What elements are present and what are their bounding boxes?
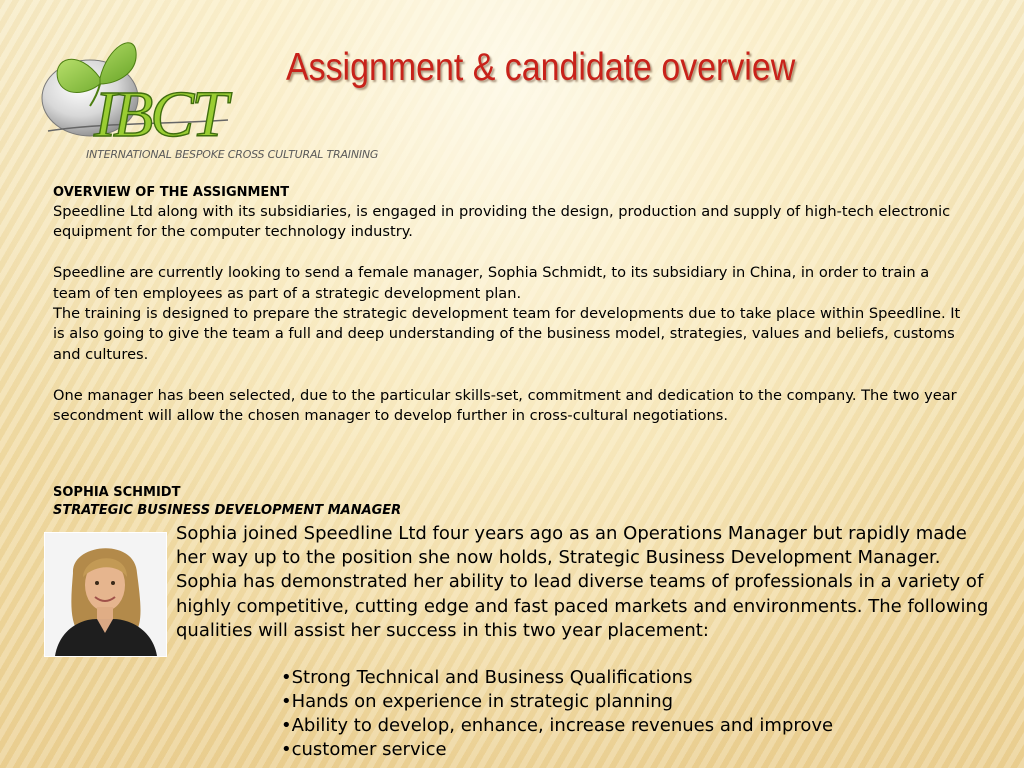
logo-graphic <box>38 28 248 146</box>
overview-heading: OVERVIEW OF THE ASSIGNMENT <box>53 185 290 200</box>
candidate-bio: Sophia joined Speedline Ltd four years ago as an Operations Manager but rapidly made her way up to the position she now holds, Strategic Business Development Manager. Sophia has demonstrated her ability to lead diverse teams of professionals in a variety of highly competitive, cutting edge and fast paced markets and environments. The following qualities will assist her success in this two year placement: <box>176 523 989 641</box>
candidate-role: STRATEGIC BUSINESS DEVELOPMENT MANAGER <box>53 503 402 518</box>
overview-section <box>53 184 963 426</box>
overview-paragraph-4: One manager has been selected, due to the particular skills-set, commitment and dedication to the company. The two year secondment will allow the chosen manager to develop further in cross-cultural negotiations. <box>53 386 957 425</box>
ibct-logo <box>38 28 248 146</box>
list-item: •customer service <box>281 739 447 760</box>
list-item: •Hands on experience in strategic planning <box>281 691 674 712</box>
portrait-image <box>45 533 166 656</box>
overview-paragraph-2: Speedline are currently looking to send a female manager, Sophia Schmidt, to its subsidiary in China, in order to train a team of ten employees as part of a strategic development plan. <box>53 264 930 302</box>
candidate-photo <box>44 532 167 657</box>
list-item: •Ability to develop, enhance, increase revenues and improve <box>281 715 834 736</box>
logo-text: IBCT <box>94 78 226 146</box>
candidate-name: SOPHIA SCHMIDT <box>53 485 181 500</box>
page-title: Assignment & candidate overview <box>286 46 796 89</box>
overview-paragraph-1: Speedline Ltd along with its subsidiaries, is engaged in providing the design, production and supply of high-tech electronic equipment for the computer technology industry. <box>53 203 951 241</box>
overview-paragraph-3: The training is designed to prepare the strategic development team for developments due to take place within Speedline. It is also going to give the team a full and deep understanding of the business model, strategies, values and beliefs, customs and cultures. <box>53 305 961 363</box>
logo-tagline: INTERNATIONAL BESPOKE CROSS CULTURAL TRAINING <box>86 148 379 161</box>
qualities-list <box>281 666 833 762</box>
list-item: •Strong Technical and Business Qualifications <box>281 667 693 688</box>
